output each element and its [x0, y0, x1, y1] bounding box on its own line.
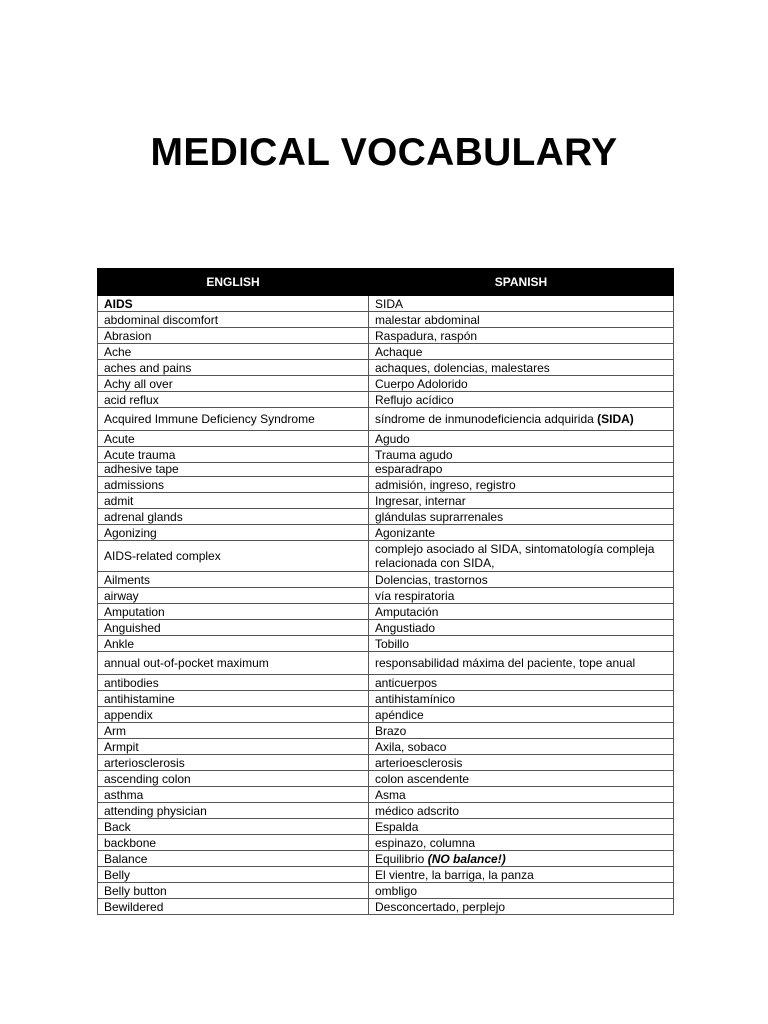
spanish-term-text: Amputación [375, 604, 439, 619]
spanish-term-text: Angustiado [375, 620, 436, 635]
column-header-spanish: SPANISH [369, 269, 674, 296]
spanish-term [369, 328, 674, 344]
english-term-text: Acute trauma [104, 447, 176, 462]
spanish-term [369, 867, 674, 883]
english-term [98, 620, 369, 636]
english-term-text: Ailments [104, 572, 151, 587]
spanish-term [369, 883, 674, 899]
english-term-text: Ache [104, 344, 132, 359]
english-term-text: aches and pains [104, 360, 192, 375]
english-term [98, 739, 369, 755]
spanish-term [369, 447, 674, 463]
english-term-text: Balance [104, 851, 148, 866]
table-row [98, 376, 674, 392]
english-term [98, 723, 369, 739]
spanish-term-text: Equilibrio [375, 851, 428, 866]
english-term-text: AIDS-related complex [104, 549, 221, 563]
english-term [98, 541, 369, 572]
spanish-term [369, 572, 674, 588]
english-term [98, 463, 369, 477]
table-header-row [98, 269, 674, 296]
english-term-text: Arm [104, 723, 126, 738]
spanish-term [369, 604, 674, 620]
english-term-text: backbone [104, 835, 157, 850]
table-body [98, 296, 674, 915]
english-term [98, 755, 369, 771]
spanish-term [369, 899, 674, 915]
english-term-text: Bewildered [104, 899, 164, 914]
english-term-text: antibodies [104, 675, 159, 690]
english-term-text: Abrasion [104, 328, 152, 343]
spanish-term [369, 296, 674, 312]
table-row [98, 652, 674, 675]
spanish-term [369, 620, 674, 636]
table-row [98, 739, 674, 755]
english-term-text: antihistamine [104, 691, 175, 706]
table-row [98, 296, 674, 312]
spanish-term [369, 360, 674, 376]
spanish-term [369, 509, 674, 525]
english-term [98, 296, 369, 312]
english-term [98, 312, 369, 328]
spanish-term-text: responsabilidad máxima del paciente, tope anual [375, 656, 636, 670]
table-row [98, 771, 674, 787]
english-term-text: Amputation [104, 604, 165, 619]
column-header-english: ENGLISH [98, 269, 369, 296]
table-row [98, 604, 674, 620]
spanish-term [369, 392, 674, 408]
english-term-text: adrenal glands [104, 509, 183, 524]
spanish-term-text: médico adscrito [375, 803, 460, 818]
spanish-term-text: arterioesclerosis [375, 755, 463, 770]
page-title: MEDICAL VOCABULARY [150, 131, 618, 174]
table-row [98, 328, 674, 344]
spanish-term-text: síndrome de inmunodeficiencia adquirida [375, 412, 598, 426]
spanish-term [369, 723, 674, 739]
english-term-text: Achy all over [104, 376, 173, 391]
spanish-term [369, 787, 674, 803]
english-term-text: abdominal discomfort [104, 312, 219, 327]
spanish-term [369, 819, 674, 835]
spanish-term-text: SIDA [375, 296, 404, 311]
english-term-text: Acquired Immune Deficiency Syndrome [104, 412, 315, 426]
spanish-term-text: ombligo [375, 883, 418, 898]
spanish-term [369, 376, 674, 392]
table-row [98, 477, 674, 493]
english-term-text: airway [104, 588, 139, 603]
table-row [98, 588, 674, 604]
table-row [98, 541, 674, 572]
english-term-text: asthma [104, 787, 144, 802]
table-row [98, 803, 674, 819]
english-term [98, 835, 369, 851]
spanish-term [369, 636, 674, 652]
spanish-term [369, 463, 674, 477]
english-term [98, 675, 369, 691]
english-term-text: Ankle [104, 636, 135, 651]
spanish-term [369, 312, 674, 328]
english-term [98, 509, 369, 525]
english-term-text: Anguished [104, 620, 161, 635]
spanish-term-emphasis: (SIDA) [597, 412, 634, 426]
table-row [98, 691, 674, 707]
english-term-text: admissions [104, 477, 165, 492]
english-term [98, 328, 369, 344]
english-term [98, 477, 369, 493]
english-term-text: Armpit [104, 739, 139, 754]
spanish-term [369, 835, 674, 851]
spanish-term-note: (NO balance!) [427, 851, 506, 866]
spanish-term-text: Achaque [375, 344, 423, 359]
english-term-text: adhesive tape [104, 462, 179, 476]
table-row [98, 883, 674, 899]
table-row [98, 675, 674, 691]
table-row [98, 344, 674, 360]
english-term [98, 572, 369, 588]
spanish-term [369, 803, 674, 819]
spanish-term-text: admisión, ingreso, registro [375, 477, 516, 492]
spanish-term-text: antihistamínico [375, 691, 456, 706]
table-row [98, 851, 674, 867]
table-row [98, 707, 674, 723]
table-row [98, 360, 674, 376]
english-term-text: attending physician [104, 803, 207, 818]
spanish-term-text: glándulas suprarrenales [375, 509, 504, 524]
table-row [98, 509, 674, 525]
spanish-term-text: El vientre, la barriga, la panza [375, 867, 534, 882]
english-term [98, 408, 369, 431]
table-row [98, 392, 674, 408]
table-row [98, 636, 674, 652]
spanish-term [369, 525, 674, 541]
english-term-text: ascending colon [104, 771, 191, 786]
spanish-term [369, 771, 674, 787]
english-term [98, 588, 369, 604]
english-term [98, 819, 369, 835]
table-row [98, 620, 674, 636]
spanish-term-text: colon ascendente [375, 771, 470, 786]
english-term [98, 771, 369, 787]
spanish-term-text: Agudo [375, 431, 410, 446]
english-term [98, 493, 369, 509]
english-term-text: AIDS [104, 296, 133, 311]
table-row [98, 723, 674, 739]
vocabulary-table [97, 268, 674, 915]
english-term-text: arteriosclerosis [104, 755, 185, 770]
spanish-term-text: Axila, sobaco [375, 739, 447, 754]
table-row [98, 899, 674, 915]
english-term [98, 525, 369, 541]
table-row [98, 572, 674, 588]
english-term [98, 707, 369, 723]
table-row [98, 819, 674, 835]
spanish-term-text: apéndice [375, 707, 424, 722]
english-term [98, 636, 369, 652]
english-term-text: Back [104, 819, 131, 834]
spanish-term-text: Dolencias, trastornos [375, 572, 488, 587]
english-term [98, 431, 369, 447]
table-row [98, 835, 674, 851]
table-row [98, 463, 674, 477]
spanish-term-text: vía respiratoria [375, 588, 455, 603]
english-term-text: Acute [104, 431, 135, 446]
spanish-term-text: Tobillo [375, 636, 410, 651]
spanish-term [369, 851, 674, 867]
spanish-term [369, 408, 674, 431]
table-row [98, 787, 674, 803]
spanish-term [369, 588, 674, 604]
spanish-term-text: malestar abdominal [375, 312, 480, 327]
spanish-term [369, 739, 674, 755]
spanish-term-text: Reflujo acídico [375, 392, 454, 407]
table-row [98, 755, 674, 771]
english-term [98, 652, 369, 675]
english-term [98, 392, 369, 408]
english-term-text: appendix [104, 707, 153, 722]
spanish-term [369, 493, 674, 509]
english-term [98, 803, 369, 819]
spanish-term [369, 755, 674, 771]
english-term [98, 867, 369, 883]
table-row [98, 312, 674, 328]
spanish-term [369, 431, 674, 447]
english-term [98, 376, 369, 392]
spanish-term-text: Desconcertado, perplejo [375, 899, 506, 914]
spanish-term-text: espinazo, columna [375, 835, 476, 850]
table-row [98, 525, 674, 541]
english-term-text: acid reflux [104, 392, 159, 407]
english-term [98, 344, 369, 360]
spanish-term-text: Brazo [375, 723, 407, 738]
english-term-text: Belly button [104, 883, 167, 898]
spanish-term-text: Asma [375, 787, 406, 802]
table-row [98, 431, 674, 447]
table-row [98, 408, 674, 431]
spanish-term-text: Cuerpo Adolorido [375, 376, 468, 391]
english-term [98, 360, 369, 376]
english-term [98, 691, 369, 707]
english-term [98, 787, 369, 803]
spanish-term [369, 675, 674, 691]
table-row [98, 447, 674, 463]
english-term-text: Belly [104, 867, 131, 882]
spanish-term-text: esparadrapo [375, 462, 443, 476]
spanish-term [369, 477, 674, 493]
spanish-term-text: complejo asociado al SIDA, sintomatología compleja relacionada con SIDA, [375, 542, 655, 570]
english-term [98, 899, 369, 915]
spanish-term [369, 691, 674, 707]
spanish-term [369, 541, 674, 572]
spanish-term-text: Ingresar, internar [375, 493, 466, 508]
english-term [98, 604, 369, 620]
spanish-term-text: Espalda [375, 819, 419, 834]
english-term-text: admit [104, 493, 134, 508]
spanish-term-text: achaques, dolencias, malestares [375, 360, 550, 375]
spanish-term [369, 652, 674, 675]
spanish-term-text: anticuerpos [375, 675, 438, 690]
table-row [98, 867, 674, 883]
english-term [98, 883, 369, 899]
english-term-text: Agonizing [104, 525, 157, 540]
table-row [98, 493, 674, 509]
english-term [98, 447, 369, 463]
spanish-term-text: Agonizante [375, 525, 436, 540]
spanish-term [369, 707, 674, 723]
spanish-term [369, 344, 674, 360]
english-term-text: annual out-of-pocket maximum [104, 656, 269, 670]
spanish-term-text: Trauma agudo [375, 447, 453, 462]
english-term [98, 851, 369, 867]
spanish-term-text: Raspadura, raspón [375, 328, 478, 343]
